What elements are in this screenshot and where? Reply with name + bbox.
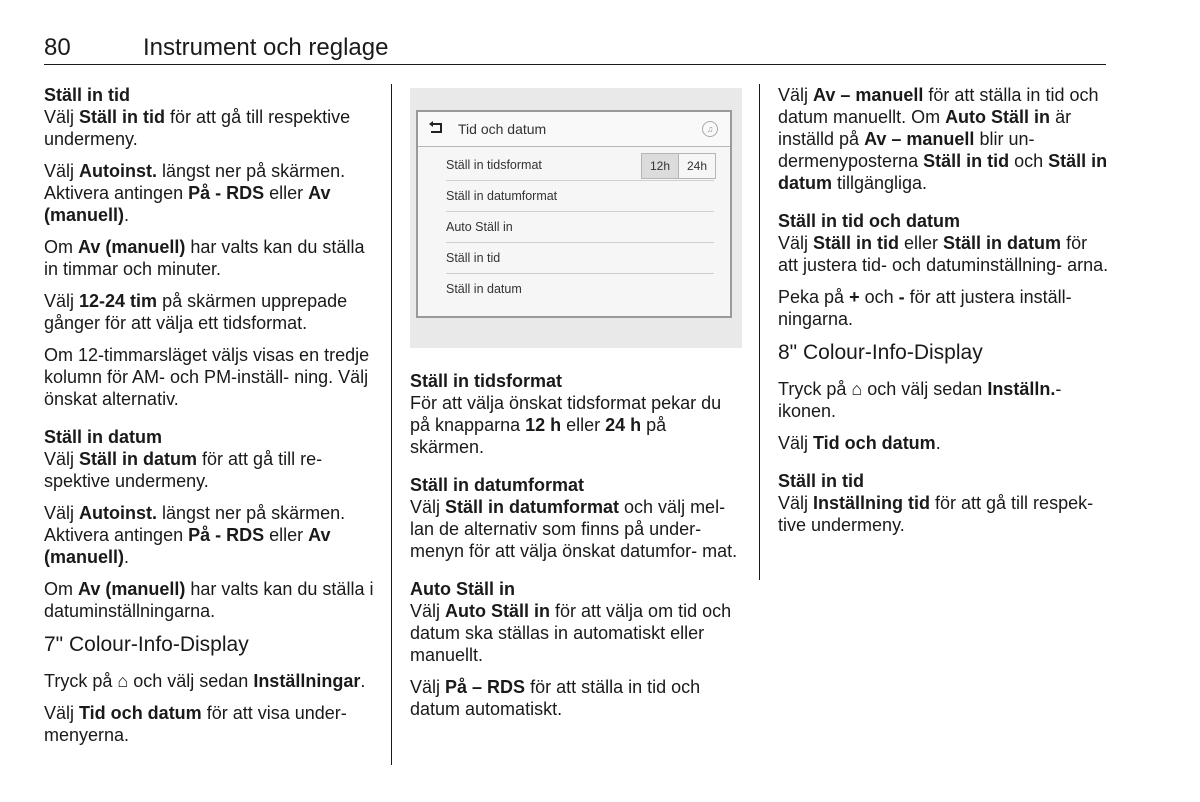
screen-figure: [410, 88, 742, 348]
heading: Ställ in tid och datum: [778, 211, 961, 231]
display-screen: [416, 110, 732, 318]
paragraph: Välj Ställ in datum för att gå till re- spektive undermeny.: [44, 449, 323, 491]
heading: Ställ in tid: [778, 471, 865, 491]
paragraph: Välj Tid och datum för att visa under- menyerna.: [44, 703, 347, 745]
home-icon: ⌂: [117, 671, 129, 691]
paragraph: Välj På – RDS för att ställa in tid och datum automatiskt.: [410, 677, 701, 719]
screen-title: Tid och datum: [458, 121, 547, 137]
paragraph: Välj Autoinst. längst ner på skärmen. Aktivera antingen På - RDS eller Av (manuell).: [44, 503, 346, 567]
paragraph: Välj Av – manuell för att ställa in tid och datum manuellt. Om Auto Ställ in är inställd på Av – manuell blir un- dermenyposterna Ställ in tid och Ställ in datum tillgängliga.: [778, 85, 1108, 193]
menu-item-date-format[interactable]: Ställ in datumformat: [446, 181, 714, 212]
time-format-toggle[interactable]: [641, 153, 716, 179]
home-icon: ⌂: [851, 379, 863, 399]
page-number: 80: [44, 34, 71, 61]
heading: Ställ in tid: [44, 85, 131, 105]
paragraph: Välj Auto Ställ in för att välja om tid och datum ska ställas in automatiskt eller manuellt.: [410, 601, 732, 665]
menu-item-time-format[interactable]: Ställ in tidsformat 12h 24h: [446, 150, 714, 181]
menu-item-auto-set[interactable]: Auto Ställ in: [446, 212, 714, 243]
paragraph: Välj Ställ in tid eller Ställ in datum för att justera tid- och datuminställning- arna.: [778, 233, 1109, 275]
paragraph: Välj 12-24 tim på skärmen upprepade gånger för att välja ett tidsformat.: [44, 291, 348, 333]
back-arrow-icon[interactable]: [428, 121, 444, 135]
header-rule: [44, 64, 1106, 65]
paragraph: Välj Tid och datum.: [778, 433, 941, 453]
paragraph: Tryck på ⌂ och välj sedan Inställn.- ikonen.: [778, 379, 1062, 421]
option-12h[interactable]: 12h: [642, 154, 679, 178]
paragraph: Om Av (manuell) har valts kan du ställa i datuminställningarna.: [44, 579, 374, 621]
paragraph: Om Av (manuell) har valts kan du ställa in timmar och minuter.: [44, 237, 365, 279]
column-divider-right: [759, 84, 760, 580]
option-24h[interactable]: 24h: [686, 159, 708, 173]
paragraph: Välj Ställ in tid för att gå till respektive undermeny.: [44, 107, 351, 149]
column-2: [410, 370, 742, 730]
column-1: [44, 84, 376, 756]
column-3: [778, 84, 1110, 546]
menu-item-set-date[interactable]: Ställ in datum: [446, 282, 522, 296]
paragraph: För att välja önskat tidsformat pekar du på knapparna 12 h eller 24 h på skärmen.: [410, 393, 722, 457]
heading: Auto Ställ in: [410, 579, 515, 599]
section-heading: 7" Colour-Info-Display: [44, 633, 249, 656]
heading: Ställ in datumformat: [410, 475, 585, 495]
heading: Ställ in datum: [44, 427, 163, 447]
column-divider-left: [391, 84, 392, 765]
paragraph: Välj Ställ in datumformat och välj mel- lan de alternativ som finns på under- menyn för att välja önskat datumfor- mat.: [410, 497, 738, 561]
music-icon[interactable]: ♫: [702, 121, 718, 137]
paragraph: Tryck på ⌂ och välj sedan Inställningar.: [44, 671, 366, 691]
screen-header: [418, 112, 730, 147]
heading: Ställ in tidsformat: [410, 371, 563, 391]
paragraph: Om 12-timmarsläget väljs visas en tredje kolumn för AM- och PM-inställ- ning. Välj önskat alternativ.: [44, 345, 370, 409]
menu-item-set-time[interactable]: Ställ in tid: [446, 243, 714, 274]
paragraph: Välj Inställning tid för att gå till respek- tive undermeny.: [778, 493, 1094, 535]
page-title: Instrument och reglage: [143, 34, 389, 61]
paragraph: Peka på + och - för att justera inställ- ningarna.: [778, 287, 1072, 329]
paragraph: Välj Autoinst. längst ner på skärmen. Aktivera antingen På - RDS eller Av (manuell).: [44, 161, 346, 225]
section-heading: 8" Colour-Info-Display: [778, 341, 983, 364]
